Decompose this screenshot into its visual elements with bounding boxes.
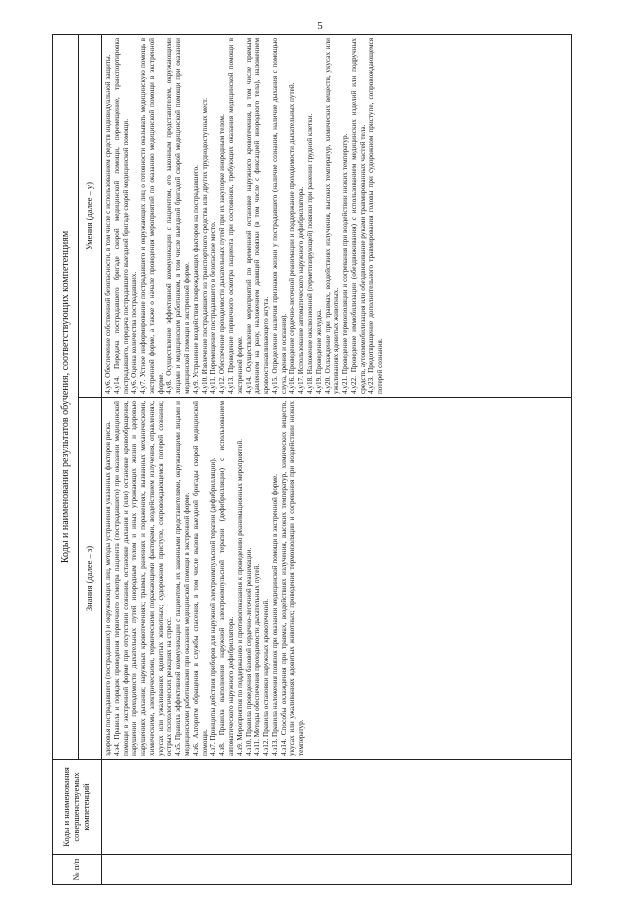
- skill-item: 4.у23. Предотвращение дополнительного травмирования головы при судорожном приступе, сопровождающемся потерей сознания.: [367, 37, 385, 394]
- skill-item: 4.у19. Проведение желудка.: [314, 309, 323, 394]
- page-number: 5: [317, 20, 323, 32]
- header-knowledge: Знания (далее – з): [78, 398, 101, 760]
- cell-skills: [102, 34, 572, 397]
- cell-knowledge: [102, 398, 572, 760]
- skill-item: 4.у17. Использование автоматического наружного дефибриллятора.: [297, 186, 306, 394]
- knowledge-item: 4.з4. Правила и порядок проведения первичного осмотра пациента (пострадавшего) при оказании медицинской помощи в экстренной форме при отсутствии сознания, остановке дыхания и (или) остановке кровообращения, нарушении проходимости дыхательных путей инородным телом и иных угрожающих жизни и здоровью нарушениях дыхания; наружных кровотечениях; травмах, ранениях и поражениях, вызванных механическими, химическими, электрическими, термическими поражающими факторами, воздействием излучения, отравлениях, укусах или ужаливаниях ядовитых животных; судорожном приступе, сопровождающемся потерей сознания; острых психологических реакциях на стресс.: [112, 401, 174, 756]
- header-results: Коды и наименования результатов обучения, соответствующих компетенциям: [53, 34, 79, 759]
- knowledge-item: 4.з13. Правила наложения повязок при оказании медицинской помощи в экстренной форме.: [270, 474, 279, 756]
- knowledge-item: 4.з8. Правила выполнения наружной электроимпульсной терапии (дефибрилляции) с использованием автоматического наружного дефибриллятора.: [218, 401, 235, 756]
- knowledge-item: здоровья пострадавшего (пострадавших) и окружающих лиц, методы устранения указанных факторов риска.: [104, 421, 112, 756]
- knowledge-item: 4.з7. Принципы действия приборов для наружной электроимпульсной терапии (дефибрилляции).: [209, 457, 218, 756]
- skill-item: 4.у16. Проведение сердечно-легочной реанимации и поддержание проходимости дыхательных путей.: [288, 82, 297, 394]
- body-row: [102, 34, 572, 884]
- skill-item: 4.у11. Перемещение пострадавшего в безопасное место.: [209, 221, 218, 394]
- knowledge-item: 4.з12. Правила остановки наружных кровотечений.: [262, 598, 271, 756]
- skill-item: 4.у15. Определение наличия признаков жизни у пострадавшего (наличие сознания, наличие дыхания с помощью слуха, зрения и осязания).: [270, 37, 288, 394]
- skills-list: [104, 38, 385, 394]
- skill-item: 4.у6. Оценка количества пострадавших.: [130, 271, 139, 394]
- rotated-table-container: [52, 35, 572, 885]
- knowledge-item: 4.з14. Способы охлаждения при травмах, воздействиях излучения, высоких температур, химических веществ, укусах или ужаливаниях ядовитых животных; проведения термоизоляции и согревания при воздействии низких температур.: [279, 401, 306, 756]
- header-row-1: [53, 34, 79, 884]
- knowledge-item: 4.з9. Мероприятия по поддержанию и противопоказания к проведению реанимационных мероприятий.: [235, 439, 244, 756]
- skill-item: 4.у12. Обеспечение проходимости дыхательных путей при их закупорке инородным телом.: [218, 114, 227, 394]
- skill-item: 4.у14. Передача пострадавшего бригаде скорой медицинской помощи, перемещение, транспортировка пострадавшего, передача пострадавшего выездной бригаде скорой медицинской помощи.: [112, 37, 130, 394]
- skill-item: 4.у6. Обеспечение собственной безопасности, в том числе с использованием средств индивидуальной защиты.: [104, 54, 112, 394]
- header-code: Коды и наименования совершенствуемых компетенций: [53, 760, 102, 855]
- skill-item: 4.у20. Охлаждение при травмах, воздействиях излучения, высоких температур, химических веществ, укусах или ужаливаниях ядовитых животных.: [323, 37, 341, 394]
- skill-item: 4.у14. Осуществление мероприятий по временной остановке наружного кровотечения, в том числе прямым давлением на рану, наложением давящей повязки (в том числе с фиксацией инородного тела), наложением кровоостанавливающего жгута.: [244, 37, 271, 394]
- knowledge-item: 4.з5. Правила эффективной коммуникации с пациентом, их законными представителями, окружающими лицами и медицинскими работниками при оказании медицинской помощи в экстренной форме.: [174, 401, 192, 756]
- skill-item: 4.у22. Проведение иммобилизации (обездвиживания) с использованием медицинских изделий или подручных средств, аутоиммобилизация или обездвиживание руками травмированных частей тела.: [349, 37, 367, 394]
- skill-item: 4.у21. Проведение термоизоляции и согревания при воздействии низких температур.: [341, 133, 350, 394]
- skill-item: 4.у7. Устное информирование пострадавшего и окружающих лиц о готовности оказывать медицинскую помощь в экстренной форме, а также о начале проведения мероприятий по оказанию медицинской помощи в экстренной форме.: [139, 37, 165, 394]
- cell-num: [102, 855, 572, 885]
- skill-item: 4.у13. Проведение первичного осмотра пациента при состояниях, требующих оказания медицинской помощи в экстренной форме.: [226, 37, 244, 394]
- knowledge-item: 4.з11. Методы обеспечения проходимости дыхательных путей.: [253, 563, 262, 756]
- skill-item: 4.у8. Осуществление эффективной коммуникации с пациентом, его законным представителем, окружающими лицами и медицинским работником, в том числе выездной бригадой скорой медицинской помощи при оказании медицинской помощи в экстренной форме.: [165, 37, 192, 394]
- cell-code: [102, 760, 572, 855]
- knowledge-list: [104, 401, 306, 756]
- knowledge-item: 4.з6. Алгоритм обращения в службы спасения, в том числе вызова выездной бригады скорой медицинской помощи.: [191, 401, 209, 756]
- header-num: № п/п: [53, 855, 102, 885]
- header-skills: Умения (далее – у): [78, 34, 101, 397]
- competencies-table: [52, 34, 572, 885]
- skill-item: 4.у10. Извлечение пострадавшего из транспортного средства или других труднодоступных мест.: [200, 98, 209, 394]
- skill-item: 4.у9. Устранение воздействия повреждающих факторов на пострадавшего.: [191, 165, 200, 394]
- header-row-2: [78, 34, 101, 884]
- skill-item: 4.у18. Наложение окклюзионной (герметизирующей) повязки при ранении грудной клетки.: [305, 113, 314, 394]
- knowledge-item: 4.з10. Правила проведения базовой сердечно-легочной реанимации.: [244, 547, 253, 756]
